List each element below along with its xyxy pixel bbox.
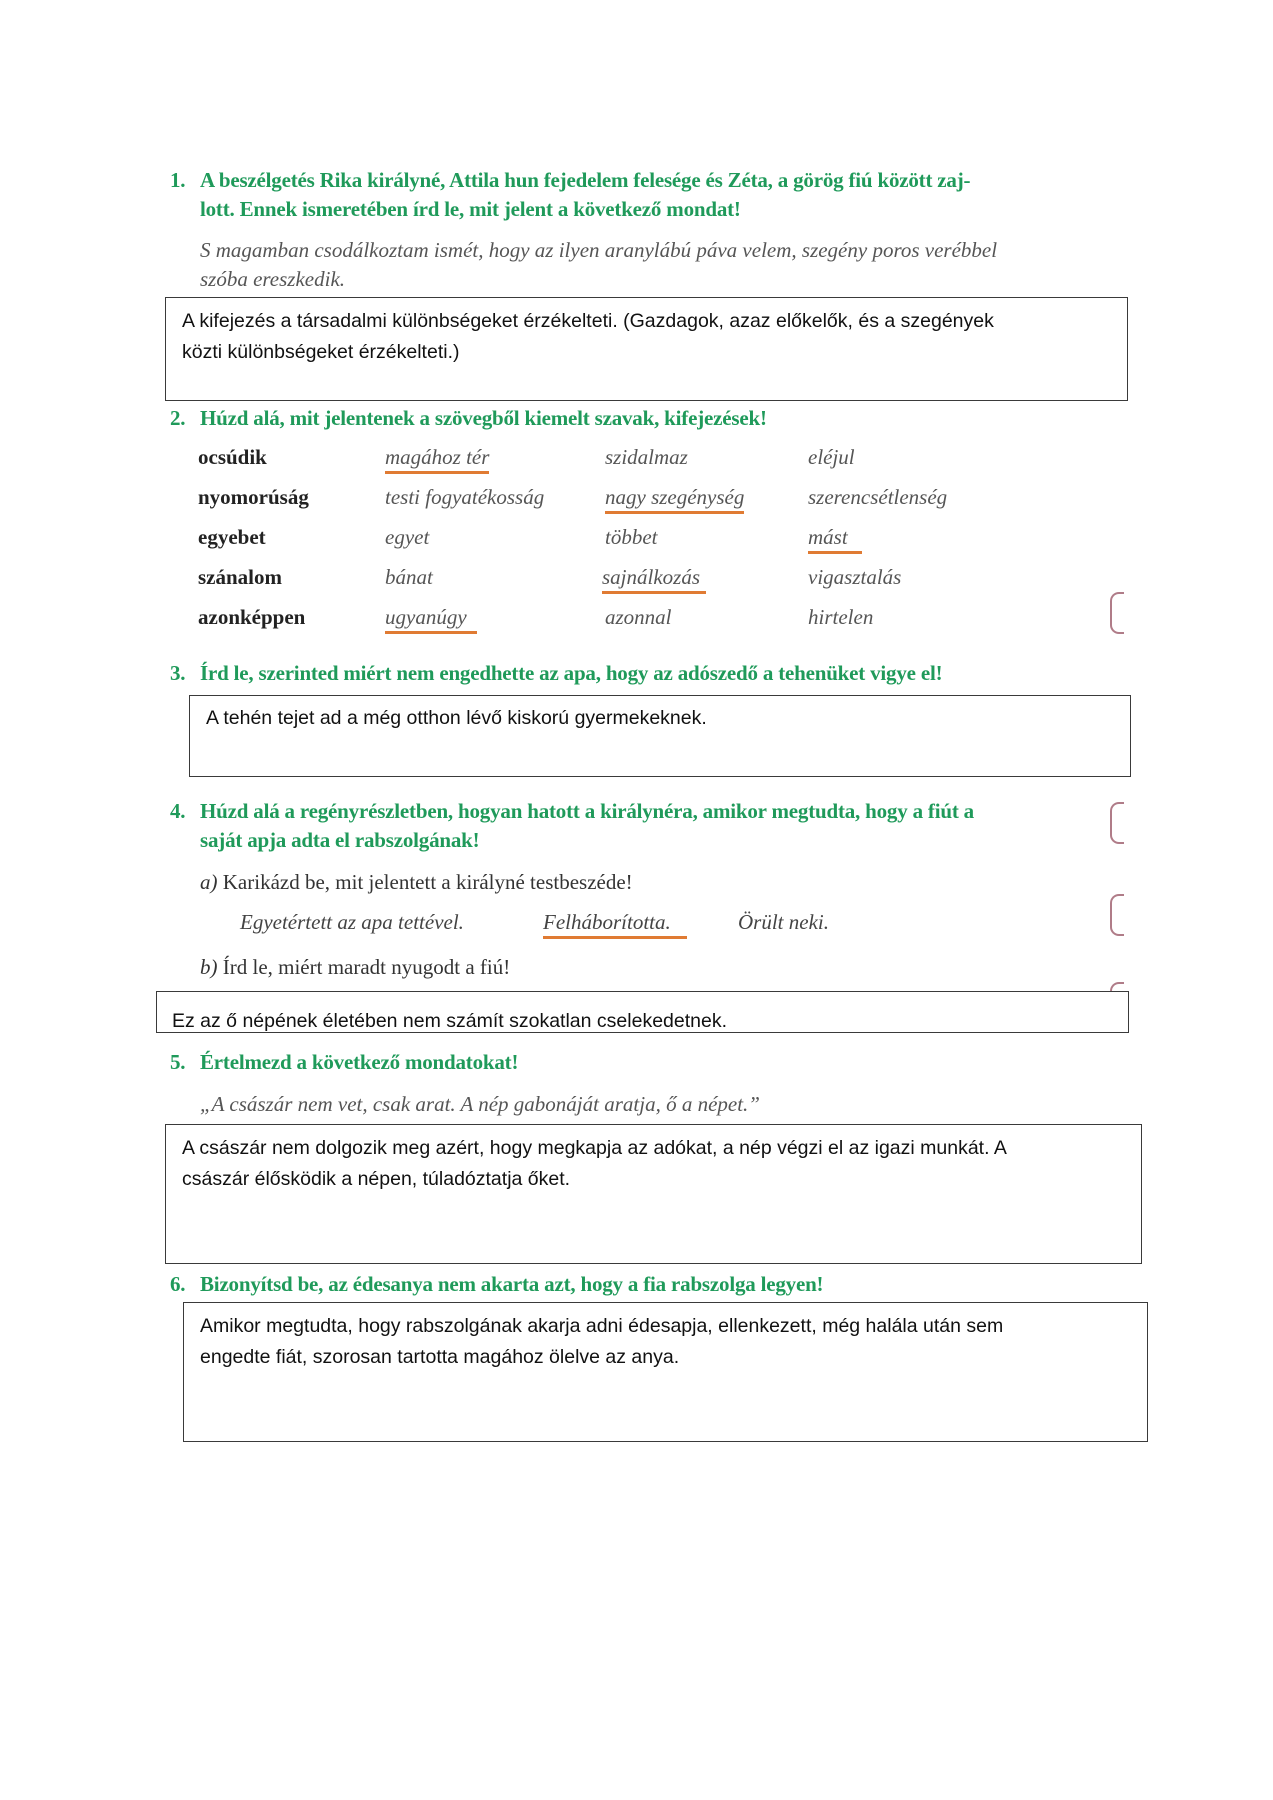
question-6-number: 6.	[170, 1272, 186, 1296]
answer-3: A tehén tejet ad a még otthon lévő kiskorú gyermekeknek.	[206, 707, 707, 729]
vocab-word: nyomorúság	[198, 485, 309, 509]
question-1-line1: 1. A beszélgetés Rika királyné, Attila hun fejedelem felesége és Zéta, a görög fiú között zaj-	[170, 166, 970, 195]
answer-box-3[interactable]	[189, 695, 1131, 777]
margin-bracket-icon	[1110, 802, 1124, 844]
margin-bracket-icon	[1110, 592, 1124, 634]
option-4a[interactable]: Örült neki.	[738, 910, 829, 934]
vocab-option[interactable]: szidalmaz	[605, 445, 688, 469]
answer-6-line2: engedte fiát, szorosan tartotta magához ölelve az anya.	[200, 1346, 680, 1368]
option-4a[interactable]: Egyetértett az apa tettével.	[240, 910, 464, 934]
vocab-word: azonképpen	[198, 605, 306, 629]
vocab-option[interactable]: vigasztalás	[808, 565, 902, 589]
margin-bracket-icon	[1110, 894, 1124, 936]
vocab-option[interactable]: eléjul	[808, 445, 855, 469]
answer-box-4b[interactable]	[156, 991, 1129, 1033]
question-1-quote-line1: S magamban csodálkoztam ismét, hogy az ilyen aranylábú páva velem, szegény poros verébbel	[200, 238, 998, 262]
vocab-word: egyebet	[198, 525, 266, 549]
question-4-line2: saját apja adta el rabszolgának!	[200, 828, 480, 852]
vocab-option-selected[interactable]: sajnálkozás	[602, 565, 706, 594]
answer-box-6[interactable]	[183, 1302, 1148, 1442]
answer-6-line1: Amikor megtudta, hogy rabszolgának akarja adni édesapja, ellenkezett, még halála után sem	[200, 1315, 1004, 1337]
vocab-option[interactable]: szerencsétlenség	[808, 485, 948, 509]
vocab-option[interactable]: többet	[605, 525, 658, 549]
question-6-title: 6. Bizonyítsd be, az édesanya nem akarta azt, hogy a fia rabszolga legyen!	[170, 1270, 823, 1299]
question-3-title: 3. Írd le, szerinted miért nem engedhette az apa, hogy az adószedő a tehenüket vigye el!	[170, 659, 942, 688]
vocab-option[interactable]: bánat	[385, 565, 433, 589]
vocab-option-selected[interactable]: magához tér	[385, 445, 489, 474]
vocab-option[interactable]: azonnal	[605, 605, 672, 629]
question-1-quote-line2: szóba ereszkedik.	[200, 267, 346, 291]
question-2-title: 2. Húzd alá, mit jelentenek a szövegből kiemelt szavak, kifejezések!	[170, 404, 767, 433]
answer-4b: Ez az ő népének életében nem számít szokatlan cselekedetnek.	[172, 1010, 727, 1032]
question-4b-prompt: b) Írd le, miért maradt nyugodt a fiú!	[200, 955, 511, 979]
option-4a-selected[interactable]: Felháborította.	[543, 910, 687, 939]
question-1-line2: lott. Ennek ismeretében írd le, mit jelent a következő mondat!	[200, 197, 741, 221]
question-3-number: 3.	[170, 661, 186, 685]
answer-5-line2: császár élősködik a népen, túladóztatja őket.	[182, 1168, 571, 1190]
answer-1-line1: A kifejezés a társadalmi különbségeket érzékelteti. (Gazdagok, azaz előkelők, és a szegények	[182, 310, 994, 332]
question-2-number: 2.	[170, 406, 186, 430]
question-4-number: 4.	[170, 799, 186, 823]
answer-box-1[interactable]	[165, 297, 1128, 401]
vocab-option-selected[interactable]: nagy szegénység	[605, 485, 744, 514]
question-4-line1: 4. Húzd alá a regényrészletben, hogyan hatott a királynéra, amikor megtudta, hogy a fiút a	[170, 797, 974, 826]
question-4a-prompt: a) Karikázd be, mit jelentett a királyné testbeszéde!	[200, 870, 633, 894]
vocab-word: szánalom	[198, 565, 282, 589]
answer-5-line1: A császár nem dolgozik meg azért, hogy megkapja az adókat, a nép végzi el az igazi munkát. A	[182, 1137, 1007, 1159]
vocab-option[interactable]: testi fogyatékosság	[385, 485, 545, 509]
vocab-option[interactable]: egyet	[385, 525, 430, 549]
answer-1-line2: közti különbségeket érzékelteti.)	[182, 341, 460, 363]
vocab-option-selected[interactable]: mást	[808, 525, 862, 554]
vocab-option[interactable]: hirtelen	[808, 605, 874, 629]
question-5-number: 5.	[170, 1050, 186, 1074]
question-5-title: 5. Értelmezd a következő mondatokat!	[170, 1048, 518, 1077]
question-1-number: 1.	[170, 168, 186, 192]
vocab-option-selected[interactable]: ugyanúgy	[385, 605, 477, 634]
vocab-word: ocsúdik	[198, 445, 267, 469]
question-5-quote: „A császár nem vet, csak arat. A nép gabonáját aratja, ő a népet.”	[200, 1092, 760, 1116]
answer-box-5[interactable]	[165, 1124, 1142, 1264]
